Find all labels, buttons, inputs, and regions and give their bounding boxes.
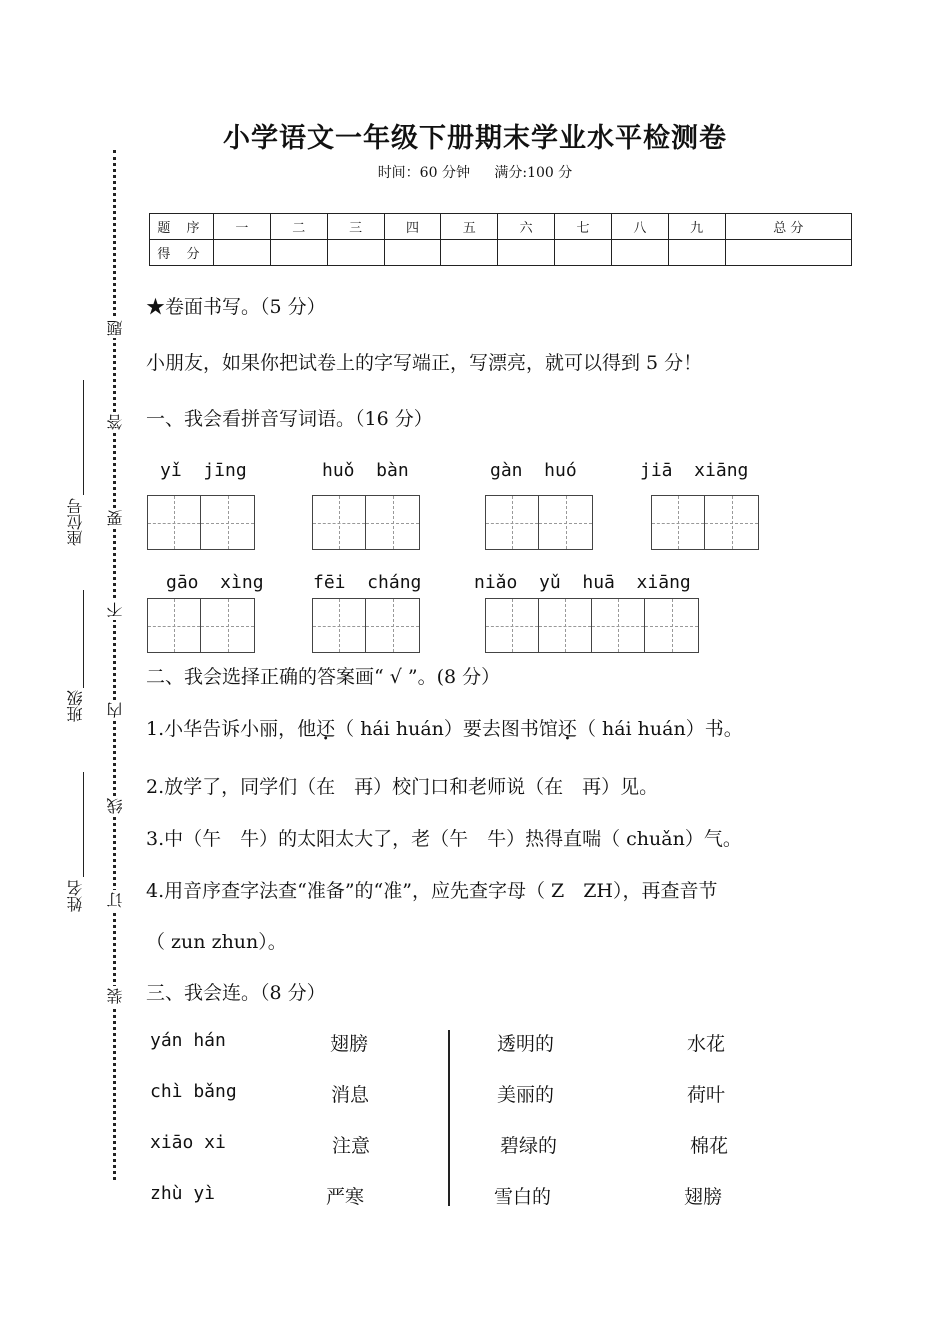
- match-noun[interactable]: 翅膀: [684, 1186, 723, 1208]
- column-header: 四: [384, 214, 441, 240]
- score-cell[interactable]: [327, 240, 384, 266]
- match-word[interactable]: 严寒: [326, 1186, 365, 1208]
- writing-grid[interactable]: [312, 598, 420, 653]
- match-pinyin[interactable]: chì bǎng: [150, 1081, 237, 1102]
- column-header: 八: [611, 214, 668, 240]
- match-word[interactable]: 翅膀: [330, 1033, 369, 1055]
- class-blank[interactable]: [83, 590, 84, 688]
- column-header: 五: [441, 214, 498, 240]
- pinyin-prompt: gàn huó: [490, 460, 577, 481]
- match-adjective[interactable]: 雪白的: [494, 1186, 552, 1208]
- match-word[interactable]: 消息: [331, 1084, 370, 1106]
- page-title: 小学语文一年级下册期末学业水平检测卷: [223, 123, 727, 154]
- name-blank[interactable]: [83, 772, 84, 877]
- row-header: 题 序: [150, 214, 214, 240]
- match-noun[interactable]: 荷叶: [687, 1084, 726, 1106]
- question-2: 2.放学了，同学们（在 再）校门口和老师说（在 再）见。: [146, 776, 659, 798]
- writing-grid[interactable]: [147, 598, 255, 653]
- seat-number-label: 座位号: [66, 498, 85, 546]
- column-header: 九: [668, 214, 725, 240]
- class-label: 班级: [66, 690, 85, 722]
- match-adjective[interactable]: 美丽的: [497, 1084, 555, 1106]
- seal-char: 内: [106, 702, 125, 718]
- pinyin-prompt: fēi cháng: [313, 572, 422, 593]
- writing-grid[interactable]: [147, 495, 255, 550]
- writing-grid[interactable]: [312, 495, 420, 550]
- table-row: [150, 214, 852, 240]
- q1-part: （ hái huán）要去图书馆: [335, 718, 558, 740]
- pinyin-prompt: jiā xiāng: [640, 460, 749, 481]
- column-header: 三: [327, 214, 384, 240]
- row-header: 得 分: [150, 240, 214, 266]
- match-pinyin[interactable]: xiāo xi: [150, 1132, 226, 1153]
- seal-char: 订: [106, 892, 125, 908]
- match-adjective[interactable]: 透明的: [497, 1033, 555, 1055]
- question-3: 3.中（午 牛）的太阳太大了，老（午 牛）热得直喘（ chuǎn）气。: [146, 828, 742, 850]
- column-header: 六: [498, 214, 555, 240]
- seal-char: 要: [106, 510, 125, 526]
- seal-char: 题: [106, 320, 125, 336]
- question-4-cont: （ zun zhun）。: [146, 931, 287, 953]
- seal-char: 不: [106, 602, 125, 618]
- seat-number-blank[interactable]: [83, 380, 84, 495]
- score-cell[interactable]: [725, 240, 851, 266]
- seal-char: 线: [106, 798, 125, 814]
- q1-part: 1.小华告诉小丽，他: [146, 718, 317, 740]
- score-cell[interactable]: [555, 240, 612, 266]
- column-header: 一: [214, 214, 271, 240]
- score-cell[interactable]: [668, 240, 725, 266]
- exam-info: [0, 162, 950, 182]
- question-1: [146, 714, 743, 741]
- column-header: 二: [270, 214, 327, 240]
- score-cell[interactable]: [498, 240, 555, 266]
- pinyin-prompt: yǐ jīng: [160, 460, 247, 481]
- time-limit: 时间：60 分钟: [377, 165, 470, 181]
- score-cell[interactable]: [270, 240, 327, 266]
- binding-dotted-line: [113, 150, 116, 1180]
- match-adjective[interactable]: 碧绿的: [500, 1135, 558, 1157]
- match-noun[interactable]: 棉花: [690, 1135, 729, 1157]
- seal-char: 装: [106, 988, 125, 1004]
- score-cell[interactable]: [611, 240, 668, 266]
- column-divider: [448, 1030, 450, 1206]
- writing-grid[interactable]: [485, 495, 593, 550]
- match-noun[interactable]: 水花: [687, 1033, 726, 1055]
- q1-dotted-char: 还: [316, 718, 336, 740]
- section3-heading: 三、我会连。（8 分）: [146, 982, 326, 1004]
- score-cell[interactable]: [384, 240, 441, 266]
- full-score: 满分:100 分: [494, 165, 573, 181]
- pinyin-prompt: gāo xìng: [166, 572, 264, 593]
- table-row: [150, 240, 852, 266]
- handwriting-text: 小朋友，如果你把试卷上的字写端正，写漂亮，就可以得到 5 分！: [146, 352, 703, 374]
- seal-char: 答: [106, 414, 125, 430]
- score-table: [149, 213, 852, 266]
- q1-dotted-char: 还: [557, 718, 577, 740]
- score-cell[interactable]: [214, 240, 271, 266]
- pinyin-prompt: niǎo yǔ huā xiāng: [474, 572, 691, 593]
- match-pinyin[interactable]: yán hán: [150, 1030, 226, 1051]
- writing-grid[interactable]: [485, 598, 699, 653]
- column-header: 七: [555, 214, 612, 240]
- handwriting-heading: ★卷面书写。（5 分）: [146, 296, 326, 318]
- q1-part: （ hái huán）书。: [576, 718, 743, 740]
- match-word[interactable]: 注意: [332, 1135, 371, 1157]
- section2-heading: 二、我会选择正确的答案画“ √ ”。(8 分）: [146, 666, 501, 688]
- pinyin-prompt: huǒ bàn: [322, 460, 409, 481]
- name-label: 姓名: [66, 880, 85, 912]
- writing-grid[interactable]: [651, 495, 759, 550]
- section1-heading: 一、我会看拼音写词语。（16 分）: [146, 408, 433, 430]
- match-pinyin[interactable]: zhù yì: [150, 1183, 216, 1204]
- score-cell[interactable]: [441, 240, 498, 266]
- question-4: 4.用音序查字法查“准备”的“准”，应先查字母（ Z ZH），再查音节: [146, 880, 718, 902]
- column-header: 总 分: [725, 214, 851, 240]
